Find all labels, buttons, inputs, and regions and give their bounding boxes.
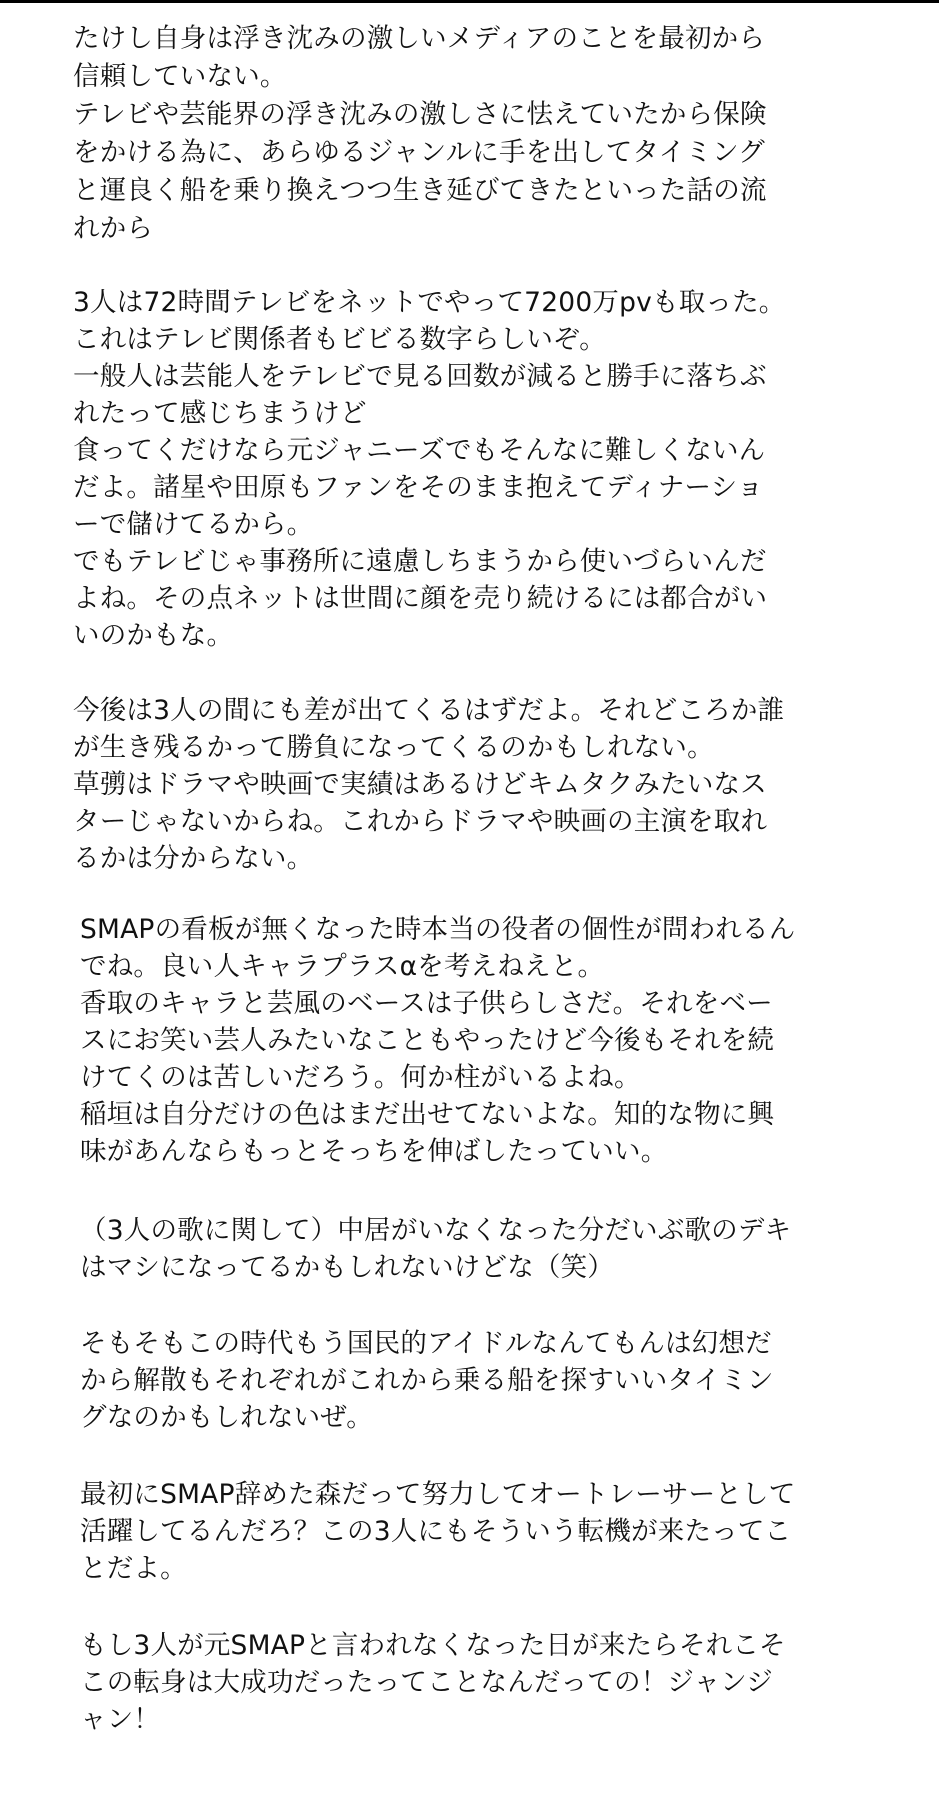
text-line: ーで儲けてるから。 — [73, 509, 314, 540]
text-line: と運良く船を乗り換えつつ生き延びてきたといった話の流 — [73, 175, 767, 206]
text-line: 食ってくだけなら元ジャニーズでもそんなに難しくないん — [73, 435, 766, 466]
text-line: が生き残るかって勝負になってくるのかもしれない。 — [73, 732, 714, 763]
text-line: 3人は72時間テレビをネットでやって7200万pvも取った。 — [73, 287, 786, 318]
text-line: もし3人が元SMAPと言われなくなった日が来たらそれこそ — [80, 1630, 786, 1661]
text-line: そもそもこの時代もう国民的アイドルなんてもんは幻想だ — [80, 1328, 772, 1359]
text-line: 稲垣は自分だけの色はまだ出せてないよな。知的な物に興 — [80, 1099, 775, 1130]
text-line: たけし自身は浮き沈みの激しいメディアのことを最初から — [73, 23, 766, 54]
text-line: テレビや芸能界の浮き沈みの激しさに怯えていたから保険 — [73, 99, 767, 130]
text-line: るかは分からない。 — [73, 843, 314, 874]
text-line: ャン！ — [80, 1704, 161, 1735]
text-line: スにお笑い芸人みたいなこともやったけど今後もそれを続 — [80, 1025, 775, 1056]
text-line: 今後は3人の間にも差が出てくるはずだよ。それどころか誰 — [73, 695, 785, 726]
text-line: 草彅はドラマや映画で実績はあるけどキムタクみたいなス — [73, 769, 767, 800]
text-line: 香取のキャラと芸風のベースは子供らしさだ。それをベー — [80, 988, 773, 1019]
text-line: 信頼していない。 — [73, 61, 287, 92]
text-line: 活躍してるんだろ？この3人にもそういう転機が来たってこ — [80, 1516, 792, 1547]
text-line: これはテレビ関係者もビビる数字らしいぞ。 — [73, 324, 606, 355]
text-line: この転身は大成功だったってことなんだっての！ジャンジ — [80, 1667, 774, 1698]
text-line: でもテレビじゃ事務所に遠慮しちまうから使いづらいんだ — [73, 546, 767, 577]
text-line: けてくのは苦しいだろう。何か柱がいるよね。 — [80, 1062, 641, 1093]
text-line: いのかもな。 — [73, 620, 234, 651]
text-line: から解散もそれぞれがこれから乗る船を探すいいタイミン — [80, 1365, 774, 1396]
text-line: はマシになってるかもしれないけどな（笑） — [80, 1252, 614, 1283]
text-line: とだよ。 — [80, 1553, 187, 1584]
text-line: グなのかもしれないぜ。 — [80, 1402, 373, 1433]
text-line: だよ。諸星や田原もファンをそのまま抱えてディナーショ — [73, 472, 764, 503]
text-line: 味があんならもっとそっちを伸ばしたっていい。 — [80, 1136, 668, 1167]
text-line: 一般人は芸能人をテレビで見る回数が減ると勝手に落ちぶ — [73, 361, 767, 392]
text-line: 最初にSMAP辞めた森だって努力してオートレーサーとして — [80, 1479, 796, 1510]
text-line: ターじゃないからね。これからドラマや映画の主演を取れ — [73, 806, 768, 837]
text-line: よね。その点ネットは世間に顔を売り続けるには都合がい — [73, 583, 768, 614]
text-line: れから — [73, 213, 154, 244]
text-line: でね。良い人キャラプラスαを考えねえと。 — [80, 951, 605, 982]
text-line: （3人の歌に関して）中居がいなくなった分だいぶ歌のデキ — [80, 1215, 792, 1246]
text-line: をかける為に、あらゆるジャンルに手を出してタイミング — [73, 137, 765, 168]
text-line: れたって感じちまうけど — [73, 398, 367, 429]
text-line: SMAPの看板が無くなった時本当の役者の個性が問われるん — [80, 914, 796, 945]
